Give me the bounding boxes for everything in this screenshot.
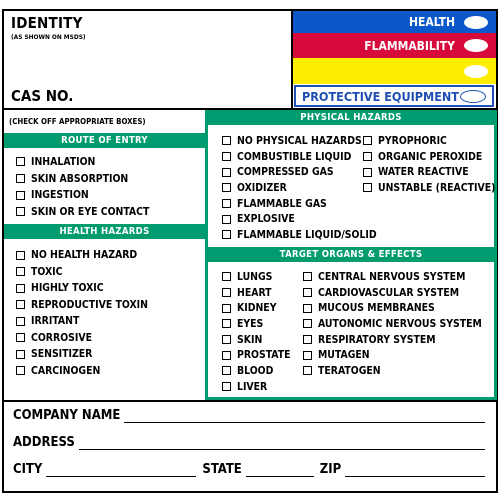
route-item-inhalation[interactable]: INHALATION [16, 153, 149, 170]
route-item-ingestion[interactable]: INGESTION [16, 187, 149, 203]
footer-divider [2, 400, 498, 402]
physical-item-no-physical-hazards[interactable]: NO PHYSICAL HAZARDS [222, 133, 377, 149]
health-label: HEALTH [408, 15, 455, 29]
checkbox[interactable] [222, 288, 231, 297]
organ-item-prostate[interactable]: PROSTATE [222, 347, 291, 363]
organ-item-skin[interactable]: SKIN [222, 332, 291, 348]
checkbox[interactable] [16, 350, 25, 359]
checkbox[interactable] [222, 215, 231, 224]
checkbox[interactable] [16, 174, 25, 183]
city-state-zip-row [13, 462, 485, 477]
checkbox[interactable] [16, 207, 25, 216]
protective-equipment-label: PROTECTIVE EQUIPMENT [302, 88, 459, 104]
target-organs-header: TARGET ORGANS & EFFECTS [208, 247, 494, 262]
reactivity-rating-row [293, 58, 496, 84]
check-note: (CHECK OFF APPROPRIATE BOXES) [9, 117, 146, 126]
organ-item-mutagen[interactable]: MUTAGEN [303, 347, 482, 363]
health-item-carcinogen[interactable]: CARCINOGEN [16, 363, 148, 380]
state-line[interactable] [246, 462, 314, 477]
route-of-entry-list [16, 153, 149, 220]
checkbox[interactable] [222, 136, 231, 145]
health-item-no-health-hazard[interactable]: NO HEALTH HAZARD [16, 247, 148, 264]
checkbox[interactable] [16, 284, 25, 293]
checkbox[interactable] [222, 152, 231, 161]
organ-item-kidney[interactable]: KIDNEY [222, 300, 291, 316]
checkbox[interactable] [222, 382, 231, 391]
health-item-sensitizer[interactable]: SENSITIZER [16, 346, 148, 363]
physical-item-flammable-liquid-solid[interactable]: FLAMMABLE LIQUID/SOLID [222, 227, 377, 243]
city-line[interactable] [46, 462, 196, 477]
checkbox[interactable] [222, 168, 231, 177]
state-label: STATE [202, 462, 242, 477]
zip-label: ZIP [319, 462, 342, 477]
reactivity-rating-oval[interactable] [464, 65, 488, 78]
physical-item-oxidizer[interactable]: OXIDIZER [222, 180, 377, 196]
flammability-label: FLAMMABILITY [364, 38, 455, 53]
flammability-rating-row [293, 33, 496, 58]
physical-hazards-col1 [222, 133, 377, 243]
organ-item-blood[interactable]: BLOOD [222, 363, 291, 379]
checkbox[interactable] [222, 272, 231, 281]
organ-item-teratogen[interactable]: TERATOGEN [303, 363, 482, 379]
checkbox[interactable] [303, 319, 312, 328]
organ-item-autonomic[interactable]: AUTONOMIC NERVOUS SYSTEM [303, 316, 482, 332]
company-name-row [13, 408, 485, 423]
physical-item-compressed-gas[interactable]: COMPRESSED GAS [222, 164, 377, 180]
physical-item-pyrophoric[interactable]: PYROPHORIC [363, 133, 495, 149]
target-organs-col2 [303, 269, 482, 379]
organ-item-heart[interactable]: HEART [222, 285, 291, 301]
health-item-reproductive-toxin[interactable]: REPRODUCTIVE TOXIN [16, 297, 148, 314]
organ-item-respiratory[interactable]: RESPIRATORY SYSTEM [303, 332, 482, 348]
checkbox[interactable] [16, 251, 25, 260]
health-hazards-list [16, 247, 148, 379]
checkbox[interactable] [16, 366, 25, 375]
checkbox[interactable] [303, 351, 312, 360]
checkbox[interactable] [222, 351, 231, 360]
route-of-entry-header: ROUTE OF ENTRY [4, 133, 205, 148]
health-hazards-header: HEALTH HAZARDS [4, 224, 205, 239]
target-organs-col1 [222, 269, 291, 395]
company-name-line[interactable] [124, 408, 485, 423]
company-name-label: COMPANY NAME [13, 408, 121, 423]
route-item-skin-absorption[interactable]: SKIN ABSORPTION [16, 170, 149, 187]
checkbox[interactable] [363, 168, 372, 177]
address-label: ADDRESS [13, 435, 75, 450]
organ-item-lungs[interactable]: LUNGS [222, 269, 291, 285]
checkbox[interactable] [222, 335, 231, 344]
organ-item-cns[interactable]: CENTRAL NERVOUS SYSTEM [303, 269, 482, 285]
organ-item-cardiovascular[interactable]: CARDIOVASCULAR SYSTEM [303, 285, 482, 301]
health-item-highly-toxic[interactable]: HIGHLY TOXIC [16, 280, 148, 297]
route-item-skin-eye-contact[interactable]: SKIN OR EYE CONTACT [16, 203, 149, 220]
checkbox[interactable] [16, 191, 25, 200]
checkbox[interactable] [363, 136, 372, 145]
health-item-irritant[interactable]: IRRITANT [16, 313, 148, 330]
checkbox[interactable] [363, 183, 372, 192]
organ-item-mucous-membranes[interactable]: MUCOUS MEMBRANES [303, 300, 482, 316]
health-item-corrosive[interactable]: CORROSIVE [16, 330, 148, 347]
checkbox[interactable] [303, 304, 312, 313]
physical-item-water-reactive[interactable]: WATER REACTIVE [363, 164, 495, 180]
checkbox[interactable] [363, 152, 372, 161]
checkbox[interactable] [303, 288, 312, 297]
checkbox[interactable] [222, 230, 231, 239]
protective-equipment-oval[interactable] [460, 90, 486, 103]
physical-item-flammable-gas[interactable]: FLAMMABLE GAS [222, 196, 377, 212]
physical-item-combustible-liquid[interactable]: COMBUSTIBLE LIQUID [222, 149, 377, 165]
health-item-toxic[interactable]: TOXIC [16, 264, 148, 281]
checkbox[interactable] [222, 183, 231, 192]
checkbox[interactable] [303, 272, 312, 281]
identity-subtitle: (AS SHOWN ON MSDS) [11, 33, 86, 41]
physical-item-explosive[interactable]: EXPLOSIVE [222, 211, 377, 227]
identity-title: IDENTITY [11, 14, 83, 32]
checkbox[interactable] [16, 267, 25, 276]
checkbox[interactable] [16, 333, 25, 342]
physical-hazards-header: PHYSICAL HAZARDS [208, 110, 494, 125]
address-row [13, 435, 485, 450]
city-label: CITY [13, 462, 43, 477]
physical-item-unstable-reactive[interactable]: UNSTABLE (REACTIVE) [363, 180, 495, 196]
organ-item-eyes[interactable]: EYES [222, 316, 291, 332]
address-line[interactable] [79, 435, 485, 450]
checkbox[interactable] [222, 199, 231, 208]
checkbox[interactable] [303, 366, 312, 375]
zip-line[interactable] [345, 462, 485, 477]
checkbox[interactable] [16, 157, 25, 166]
checkbox[interactable] [303, 335, 312, 344]
checkbox[interactable] [16, 300, 25, 309]
protective-equipment-row [294, 85, 494, 107]
checkbox[interactable] [222, 366, 231, 375]
checkbox[interactable] [16, 317, 25, 326]
flammability-rating-oval[interactable] [464, 39, 488, 52]
checkbox[interactable] [222, 319, 231, 328]
checkbox[interactable] [222, 304, 231, 313]
organ-item-liver[interactable]: LIVER [222, 379, 291, 395]
physical-item-organic-peroxide[interactable]: ORGANIC PEROXIDE [363, 149, 495, 165]
physical-hazards-col2 [363, 133, 495, 196]
health-rating-oval[interactable] [464, 16, 488, 29]
cas-number-label: CAS NO. [11, 87, 74, 105]
health-rating-row [293, 11, 496, 33]
